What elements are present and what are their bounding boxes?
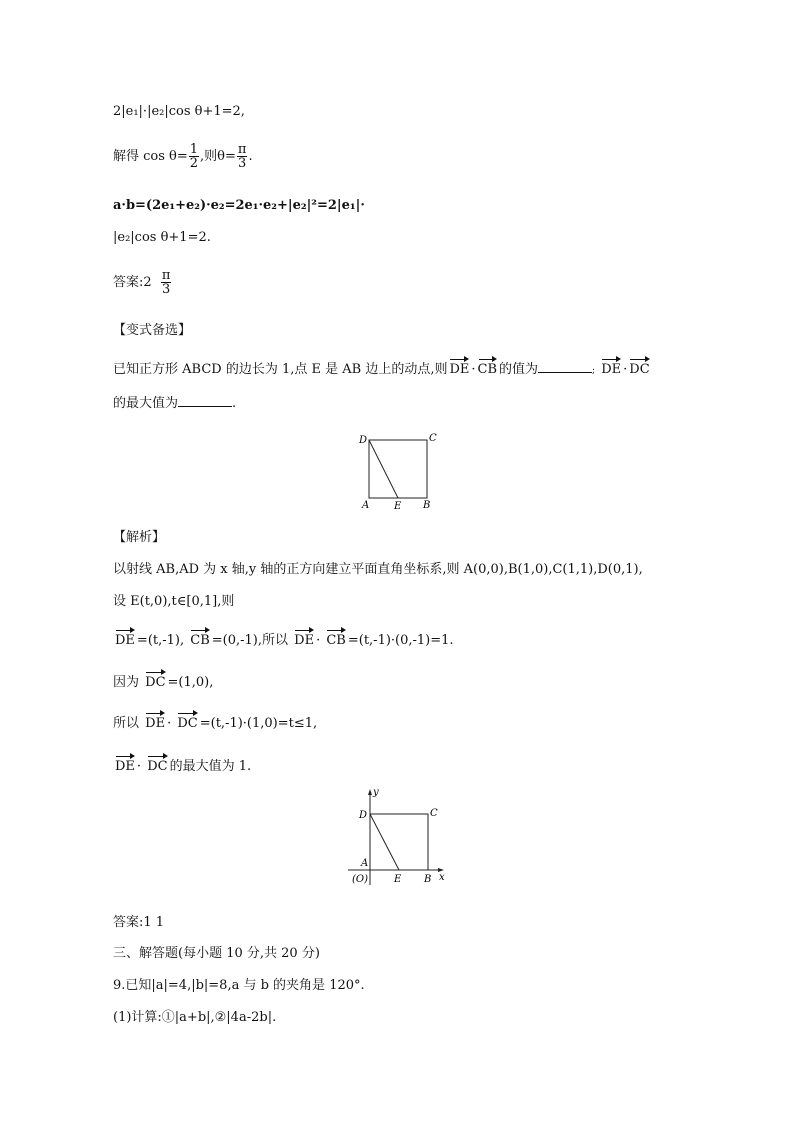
fraction-numerator: π xyxy=(237,141,247,157)
label-e: E xyxy=(394,501,402,512)
math-text: =(t,-1)·(0,-1)=1. xyxy=(347,633,454,648)
math-text: 因为 xyxy=(113,675,140,690)
dot-operator: · xyxy=(167,716,172,731)
vector-de: DE xyxy=(115,630,135,650)
section-variant-heading xyxy=(113,322,191,340)
vector-cb: CB xyxy=(478,359,498,379)
vector-de: DE xyxy=(115,756,135,776)
semicolon: ; xyxy=(592,366,596,376)
vector-dc: DC xyxy=(145,672,165,692)
problem-line-2 xyxy=(113,395,236,413)
vector-de: DE xyxy=(294,630,314,650)
section-3-heading xyxy=(113,945,320,963)
segment-de xyxy=(369,440,398,498)
square-abcd xyxy=(369,440,427,498)
problem-text: 已知正方形 ABCD 的边长为 1,点 E 是 AB 边上的动点,则 xyxy=(113,362,448,377)
vector-de: DE xyxy=(449,359,469,379)
label-b: B xyxy=(423,500,431,511)
solution-para-6 xyxy=(113,756,251,776)
math-text: =(t,-1)·(1,0)=t≤1, xyxy=(199,716,318,731)
label-c: C xyxy=(430,808,438,819)
solution-para-4 xyxy=(113,672,213,692)
label-a: A xyxy=(362,500,370,511)
coordinate-setup-text: 以射线 AB,AD 为 x 轴,y 轴的正方向建立平面直角坐标系,则 A(0,0),B(1,0),C(1,1),D(0,1), xyxy=(113,562,643,577)
section-solution-text: 【解析】 xyxy=(113,530,166,545)
math-text: 的最大值为 1. xyxy=(169,759,252,774)
fraction-denominator: 2 xyxy=(189,155,199,171)
math-text: 所以 xyxy=(113,716,140,731)
vector-de: DE xyxy=(601,359,621,379)
set-e-text: 设 E(t,0),t∈[0,1],则 xyxy=(113,594,235,609)
solution-line-4 xyxy=(113,229,211,247)
vector-cb: CB xyxy=(326,630,346,650)
dot-operator: · xyxy=(316,633,321,648)
vector-dc: DC xyxy=(177,713,197,733)
vector-dc: DC xyxy=(147,756,167,776)
math-text: =(0,-1),所以 xyxy=(211,633,289,648)
dot-operator: · xyxy=(623,362,628,377)
label-e: E xyxy=(394,874,402,885)
solve-cos-text: 解得 cos θ= xyxy=(113,149,188,164)
math-text: =(t,-1), xyxy=(136,633,185,648)
y-axis-arrow xyxy=(368,789,372,795)
result-text: |e₂|cos θ+1=2. xyxy=(113,230,211,245)
label-b: B xyxy=(424,874,432,885)
math-text: =(1,0), xyxy=(167,675,214,690)
answer-label: 答案:2 xyxy=(113,275,152,290)
question-9-part-1-text: (1)计算:①|a+b|,②|4a-2b|. xyxy=(113,1010,277,1025)
vector-cb: CB xyxy=(190,630,210,650)
coordinate-figure-2 xyxy=(340,785,455,891)
dot-product-text: a·b=(2e₁+e₂)·e₂=2e₁·e₂+|e₂|²=2|e₁|· xyxy=(113,198,365,213)
solution-line-1-text: 2|e₁|·|e₂|cos θ+1=2, xyxy=(113,104,245,119)
problem-text: 的最大值为 xyxy=(113,396,179,411)
solution-line-2 xyxy=(113,140,253,174)
problem-text: 的值为 xyxy=(499,362,539,377)
fraction-numerator: 1 xyxy=(189,141,199,157)
solution-para-3 xyxy=(113,630,454,650)
solution-line-3 xyxy=(113,197,365,215)
fraction-one-half xyxy=(189,143,199,171)
label-a: A xyxy=(361,858,369,869)
section-3-text: 三、解答题(每小题 10 分,共 20 分) xyxy=(113,946,320,961)
fraction-denominator: 3 xyxy=(238,155,247,171)
label-d: D xyxy=(359,435,368,446)
problem-line-1 xyxy=(113,359,652,380)
answer-blank-1 xyxy=(538,372,592,373)
answer-1 xyxy=(113,265,172,301)
label-x: x xyxy=(439,872,445,883)
period: . xyxy=(232,396,237,411)
vector-dc: DC xyxy=(629,359,649,379)
fraction-pi-over-3 xyxy=(161,269,172,297)
solution-para-5 xyxy=(113,713,317,733)
answer-blank-2 xyxy=(178,406,232,407)
period: . xyxy=(248,149,253,164)
section-solution-heading xyxy=(113,529,165,547)
question-9 xyxy=(113,977,365,995)
section-variant-text: 【变式备选】 xyxy=(113,323,192,338)
fraction-numerator: π xyxy=(161,267,171,283)
label-y: y xyxy=(373,787,379,798)
fraction-denominator: 3 xyxy=(162,281,171,297)
solution-para-2 xyxy=(113,593,234,611)
label-d: D xyxy=(359,810,368,821)
label-c: C xyxy=(429,433,437,444)
label-origin: (O) xyxy=(352,874,369,885)
segment-de xyxy=(370,814,399,870)
question-9-part-1 xyxy=(113,1009,276,1027)
question-9-text: 9.已知|a|=4,|b|=8,a 与 b 的夹角是 120°. xyxy=(113,978,365,993)
solution-line-1 xyxy=(113,103,245,121)
fraction-pi-over-3 xyxy=(237,143,248,171)
square-figure-1 xyxy=(352,430,442,514)
solution-para-1 xyxy=(113,561,643,579)
answer-2 xyxy=(113,914,164,932)
dot-operator: · xyxy=(471,362,476,377)
dot-operator: · xyxy=(136,759,142,774)
square-abcd xyxy=(370,814,428,870)
theta-text: ,则θ= xyxy=(200,149,236,164)
answer-2-text: 答案:1 1 xyxy=(113,915,165,930)
vector-de: DE xyxy=(145,713,165,733)
